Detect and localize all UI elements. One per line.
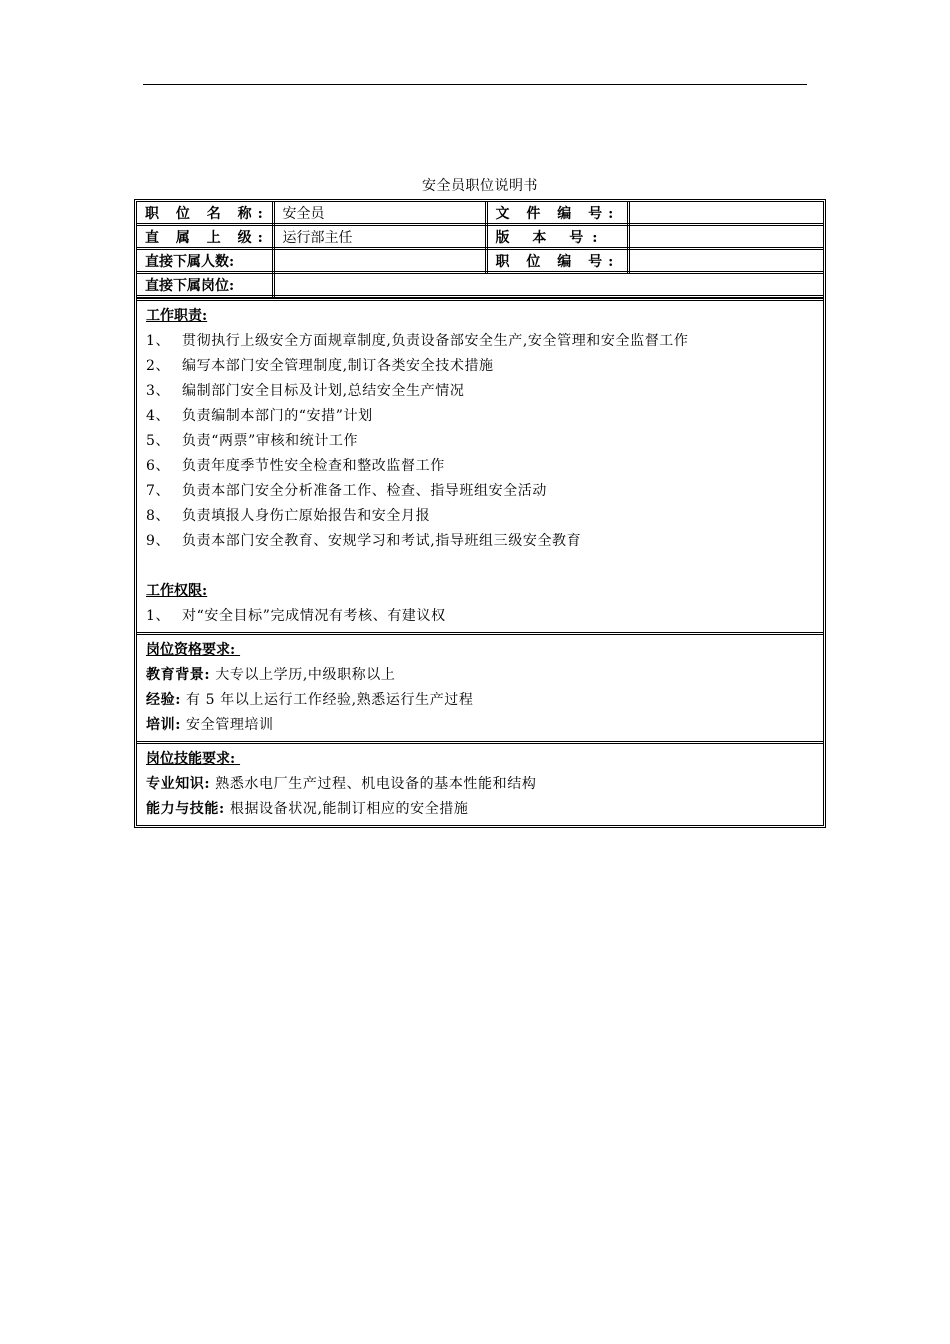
subordinate-posts-label: 直接下属岗位:: [137, 273, 273, 297]
list-item: 3、 编制部门安全目标及计划,总结安全生产情况: [146, 383, 465, 399]
superior-label: 直 属 上 级:: [137, 225, 273, 249]
list-item: 5、 负责“两票”审核和统计工作: [146, 433, 359, 449]
version-value: [628, 225, 823, 249]
header-row-2: [137, 225, 823, 249]
authority-heading: 工作权限:: [146, 583, 208, 599]
skills-section: [137, 741, 823, 825]
spacer: [146, 554, 815, 579]
header-row-4: [137, 273, 823, 297]
superior-value: 运行部主任: [273, 225, 486, 249]
list-item: 9、 负责本部门安全教育、安规学习和考试,指导班组三级安全教育: [146, 533, 582, 549]
experience-value: 有 5 年以上运行工作经验,熟悉运行生产过程: [186, 692, 474, 708]
version-label: 版 本 号:: [486, 225, 628, 249]
skills-heading: 岗位技能要求:: [146, 751, 241, 767]
subordinate-count-value: [273, 249, 486, 273]
header-rule: [143, 84, 807, 85]
knowledge-key: 专业知识:: [146, 776, 211, 792]
training-value: 安全管理培训: [186, 717, 274, 733]
list-item: 6、 负责年度季节性安全检查和整改监督工作: [146, 458, 445, 474]
list-item: 7、 负责本部门安全分析准备工作、检查、指导班组安全活动: [146, 483, 547, 499]
header-table: [137, 202, 823, 298]
doc-no-value: [628, 202, 823, 225]
education-key: 教育背景:: [146, 667, 211, 683]
doc-no-label: 文 件 编 号:: [486, 202, 628, 225]
duties-section: [137, 298, 823, 632]
experience-key: 经验:: [146, 692, 181, 708]
job-description-form: [134, 199, 826, 828]
document-title: 安全员职位说明书: [422, 178, 538, 194]
qualification-section: [137, 632, 823, 741]
experience-row: [146, 688, 815, 713]
training-key: 培训:: [146, 717, 181, 733]
training-row: [146, 713, 815, 738]
ability-key: 能力与技能:: [146, 801, 225, 817]
job-name-label: 职 位 名 称:: [137, 202, 273, 225]
list-item: 1、 贯彻执行上级安全方面规章制度,负责设备部安全生产,安全管理和安全监督工作: [146, 333, 689, 349]
knowledge-row: [146, 772, 815, 797]
position-no-label: 职 位 编 号:: [486, 249, 628, 273]
header-row-1: [137, 202, 823, 225]
ability-value: 根据设备状况,能制订相应的安全措施: [229, 801, 469, 817]
job-name-value: 安全员: [273, 202, 486, 225]
list-item: 8、 负责填报人身伤亡原始报告和安全月报: [146, 508, 431, 524]
education-row: [146, 663, 815, 688]
header-row-3: [137, 249, 823, 273]
duties-heading: 工作职责:: [146, 308, 208, 324]
subordinate-count-label: 直接下属人数:: [137, 249, 273, 273]
list-item: 4、 负责编制本部门的“安措”计划: [146, 408, 373, 424]
list-item: 1、 对“安全目标”完成情况有考核、有建议权: [146, 608, 446, 624]
subordinate-posts-value: [273, 273, 823, 297]
knowledge-value: 熟悉水电厂生产过程、机电设备的基本性能和结构: [215, 776, 537, 792]
ability-row: [146, 797, 815, 822]
education-value: 大专以上学历,中级职称以上: [215, 667, 396, 683]
position-no-value: [628, 249, 823, 273]
qualification-heading: 岗位资格要求:: [146, 642, 241, 658]
list-item: 2、 编写本部门安全管理制度,制订各类安全技术措施: [146, 358, 494, 374]
